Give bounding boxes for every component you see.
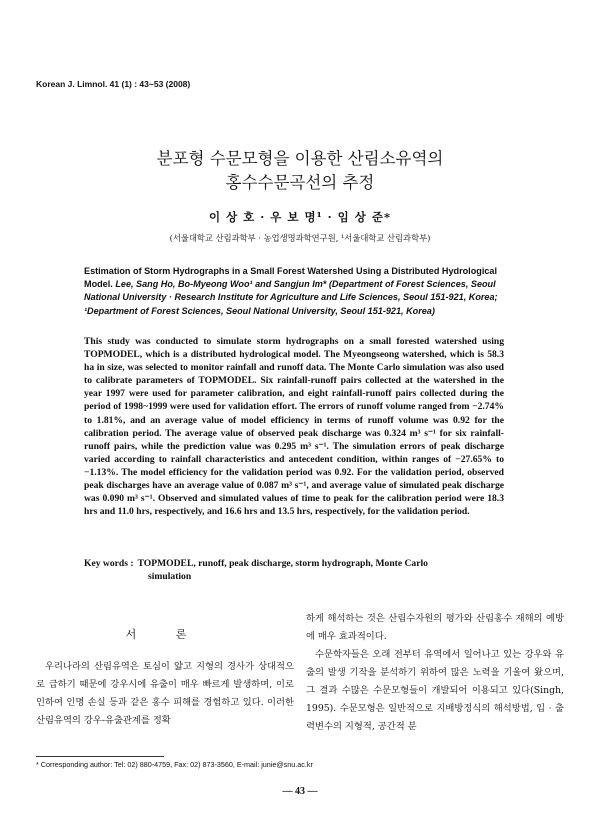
keywords-label: Key words : xyxy=(84,558,134,569)
section-heading-intro: 서 론 xyxy=(125,628,205,641)
affiliation: (서울대학교 산림과학부 · 농업생명과학연구원, ¹서울대학교 산림과학부) xyxy=(169,233,431,243)
keywords-line1: TOPMODEL, runoff, peak discharge, storm hydrograph, Monte Carlo xyxy=(137,558,428,569)
footnote: * Corresponding author: Tel: 02) 880-4759, Fax: 02) 873-3560, E-mail: junie@snu.ac.kr xyxy=(36,760,313,769)
footnote-divider xyxy=(36,756,164,757)
korean-title xyxy=(0,147,600,195)
english-title-block xyxy=(84,265,502,318)
abstract: This study was conducted to simulate storm hydrographs on a small forested watershed using TOPMODEL, which is a distributed hydrological model. The Myeongseong watershed, which is 58.3 ha in size, was selected to monitor rainfall and runoff data. The Monte Carlo simulation was also used to calibrate parameters of TOPMODEL. Six rainfall-runoff pairs collected at the watershed in the year 1997 were used for parameter calibration, and eight rainfall-runoff pairs collected during the period of 1998~1999 were used for validation effort. The errors of runoff volume ranged from −2.74% to 1.81%, and an average value of model efficiency in terms of runoff volume was 0.92 for the calibration period. The average value of observed peak discharge was 0.324 m³ s⁻¹ for six rainfall-runoff pairs, while the prediction value was 0.295 m³ s⁻¹. The simulation errors of peak discharge varied according to rainfall characteristics and antecedent condition, within ranges of −27.65% to −1.13%. The model efficiency for the validation period was 0.92. For the validation period, observed peak discharges have an average value of 0.087 m³ s⁻¹, and average value of simulated peak discharge was 0.090 m³ s⁻¹. Observed and simulated values of time to peak for the calibration period were 18.3 hrs and 11.0 hrs, respectively, and 16.6 hrs and 13.5 hrs, respectively, for the validation period. xyxy=(84,336,504,518)
page-number: — 43 — xyxy=(282,786,318,797)
keywords xyxy=(84,557,504,583)
korean-title-line2: 홍수수문곡선의 추정 xyxy=(225,173,375,192)
english-title: Estimation of Storm Hydrographs in a Small Forest Watershed Using a Distributed Hydrological Model. xyxy=(84,266,497,290)
journal-reference: Korean J. Limnol. 41 (1) : 43~53 (2008) xyxy=(36,79,191,89)
author-list: 이 상 호 · 우 보 명¹ · 임 상 준* xyxy=(208,210,392,224)
left-column xyxy=(36,616,294,730)
english-affiliations: (Department of Forest Sciences, Seoul National University · Research Institute for Agriculture and Life Sciences, Seoul 151-921, Korea; ¹Department of Forest Sciences, Seoul National University, Seoul 151-921, Korea) xyxy=(84,279,498,316)
english-authors: Lee, Sang Ho, Bo-Myeong Woo¹ and Sangjun Im* xyxy=(115,279,327,290)
korean-title-line1: 분포형 수문모형을 이용한 산림소유역의 xyxy=(156,149,444,168)
right-column xyxy=(306,610,564,736)
intro-continuation: 하게 해석하는 것은 산림수자원의 평가와 산림홍수 재해의 예방에 매우 효과적이다. xyxy=(306,613,564,642)
intro-paragraph: 우리나라의 산림유역은 토심이 얇고 지형의 경사가 상대적으로 급하기 때문에 강우시에 유출이 매우 빠르게 발생하며, 이로 인하여 인명 손실 등과 같은 홍수 피해를 경험하고 있다. 이러한 산림유역의 강우-유출관계를 정확 xyxy=(36,661,294,726)
keywords-line2: simulation xyxy=(148,571,192,583)
intro-paragraph-2: 수문학자들은 오래 전부터 유역에서 일어나고 있는 강우와 유출의 발생 기작을 분석하기 위하여 많은 노력을 기울여 왔으며, 그 결과 수많은 수문모형들이 개발되어 이용되고 있다(Singh, 1995). 수문모형은 일반적으로 지배방정식의 해석방법, 입 · 출력변수의 지형적, 공간적 분 xyxy=(306,649,564,732)
